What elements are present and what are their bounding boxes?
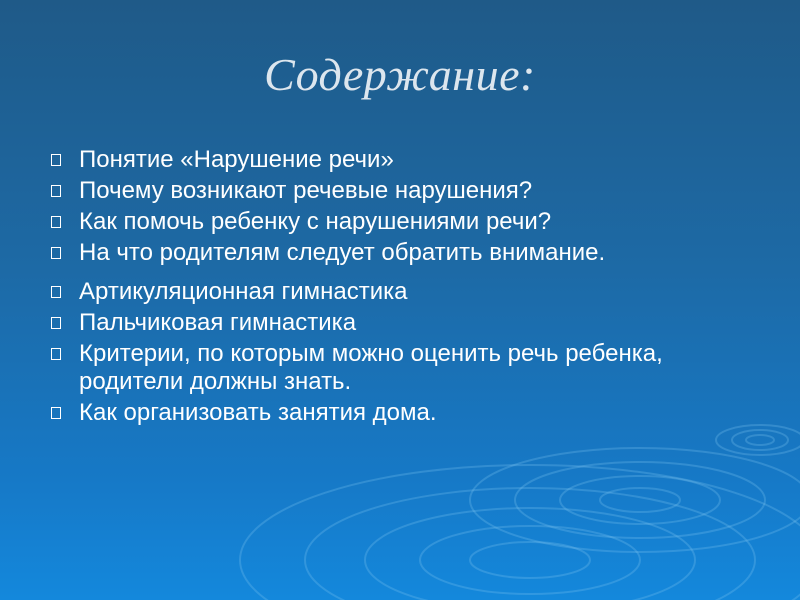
square-bullet-icon [51,317,61,329]
list-item-text: Артикуляционная гимнастика [79,278,408,305]
square-bullet-icon [51,185,61,197]
square-bullet-icon [51,154,61,166]
list-item [48,177,768,205]
list-item [48,208,768,236]
square-bullet-icon [51,407,61,419]
list-item-text: Как организовать занятия дома. [79,399,437,426]
square-bullet-icon [51,247,61,259]
list-item-text: На что родителям следует обратить внимание. [79,239,606,266]
list-item [48,399,768,427]
list-item-text: Как помочь ребенку с нарушениями речи? [79,208,552,235]
list-item [48,309,768,337]
list-item [48,278,768,306]
list-item [48,146,768,174]
square-bullet-icon [51,286,61,298]
list-item-text: Пальчиковая гимнастика [79,309,357,336]
list-item-text: Понятие «Нарушение речи» [79,146,394,173]
list-item [48,340,768,396]
list-item-text: Почему возникают речевые нарушения? [79,177,533,204]
contents-list [48,146,768,430]
list-item [48,239,768,267]
square-bullet-icon [51,348,61,360]
slide-title: Содержание: [264,49,536,100]
square-bullet-icon [51,216,61,228]
list-item-text: Критерии, по которым можно оценить речь ребенка, родители должны знать. [79,340,663,395]
